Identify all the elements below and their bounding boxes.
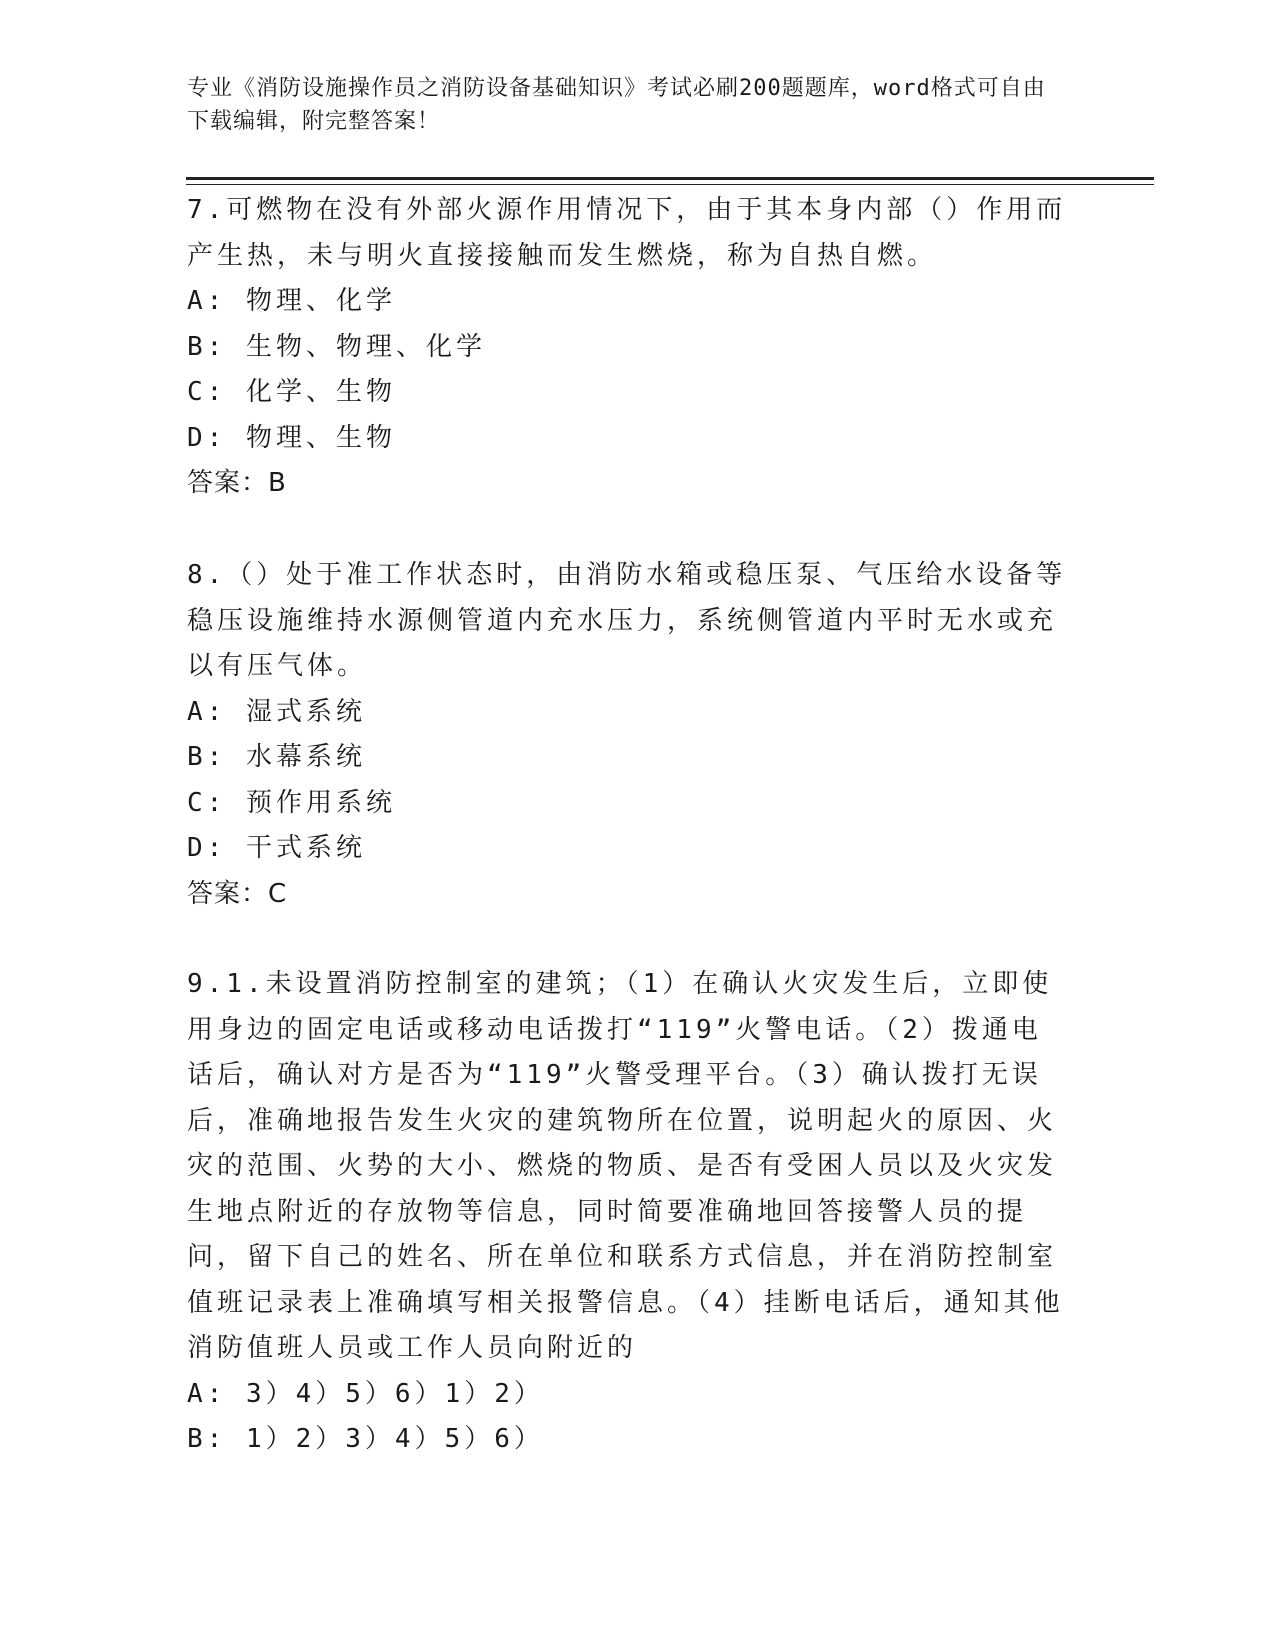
option-c: C: 预作用系统 — [187, 787, 396, 818]
option-d: D: 干式系统 — [187, 833, 366, 863]
option-b: B: 生物、物理、化学 — [187, 331, 486, 362]
question-8 — [187, 553, 1067, 917]
question-stem: 7.可燃物在没有外部火源作用情况下，由于其本身内部（）作用而产生热，未与明火直接接触而发生燃烧，称为自热自燃。 — [187, 195, 1067, 271]
option-a: A: 湿式系统 — [187, 696, 366, 727]
document-title: 专业《消防设施操作员之消防设备基础知识》考试必刷200题题库，word格式可自由下载编辑，附完整答案！ — [187, 76, 1046, 134]
option-b: B: 1）2）3）4）5）6） — [187, 1424, 544, 1454]
question-9 — [187, 962, 1067, 1463]
document-header — [187, 72, 1067, 138]
question-7 — [187, 188, 1067, 507]
question-stem: 9.1.未设置消防控制室的建筑；（1）在确认火灾发生后，立即使用身边的固定电话或移动电话拨打“119”火警电话。（2）拨通电话后，确认对方是否为“119”火警受理平台。（3）确认拨打无误后，准确地报告发生火灾的建筑物所在位置，说明起火的原因、火灾的范围、火势的大小、燃烧的物质、是否有受困人员以及火灾发生地点附近的存放物等信息，同时简要准确地回答接警人员的提问，留下自己的姓名、所在单位和联系方式信息，并在消防控制室值班记录表上准确填写相关报警信息。（4）挂断电话后，通知其他消防值班人员或工作人员向附近的 — [187, 969, 1064, 1363]
header-rule-thin — [186, 184, 1154, 185]
option-a: A: 3）4）5）6）1）2） — [187, 1378, 544, 1409]
answer: 答案：B — [187, 468, 287, 498]
option-c: C: 化学、生物 — [187, 377, 396, 407]
answer: 答案：C — [187, 878, 288, 909]
header-rule-thick — [186, 177, 1154, 180]
option-b: B: 水幕系统 — [187, 742, 366, 772]
option-a: A: 物理、化学 — [187, 286, 396, 316]
question-stem: 8.（）处于准工作状态时，由消防水箱或稳压泵、气压给水设备等稳压设施维持水源侧管道内充水压力，系统侧管道内平时无水或充以有压气体。 — [187, 560, 1067, 681]
option-d: D: 物理、生物 — [187, 422, 396, 453]
